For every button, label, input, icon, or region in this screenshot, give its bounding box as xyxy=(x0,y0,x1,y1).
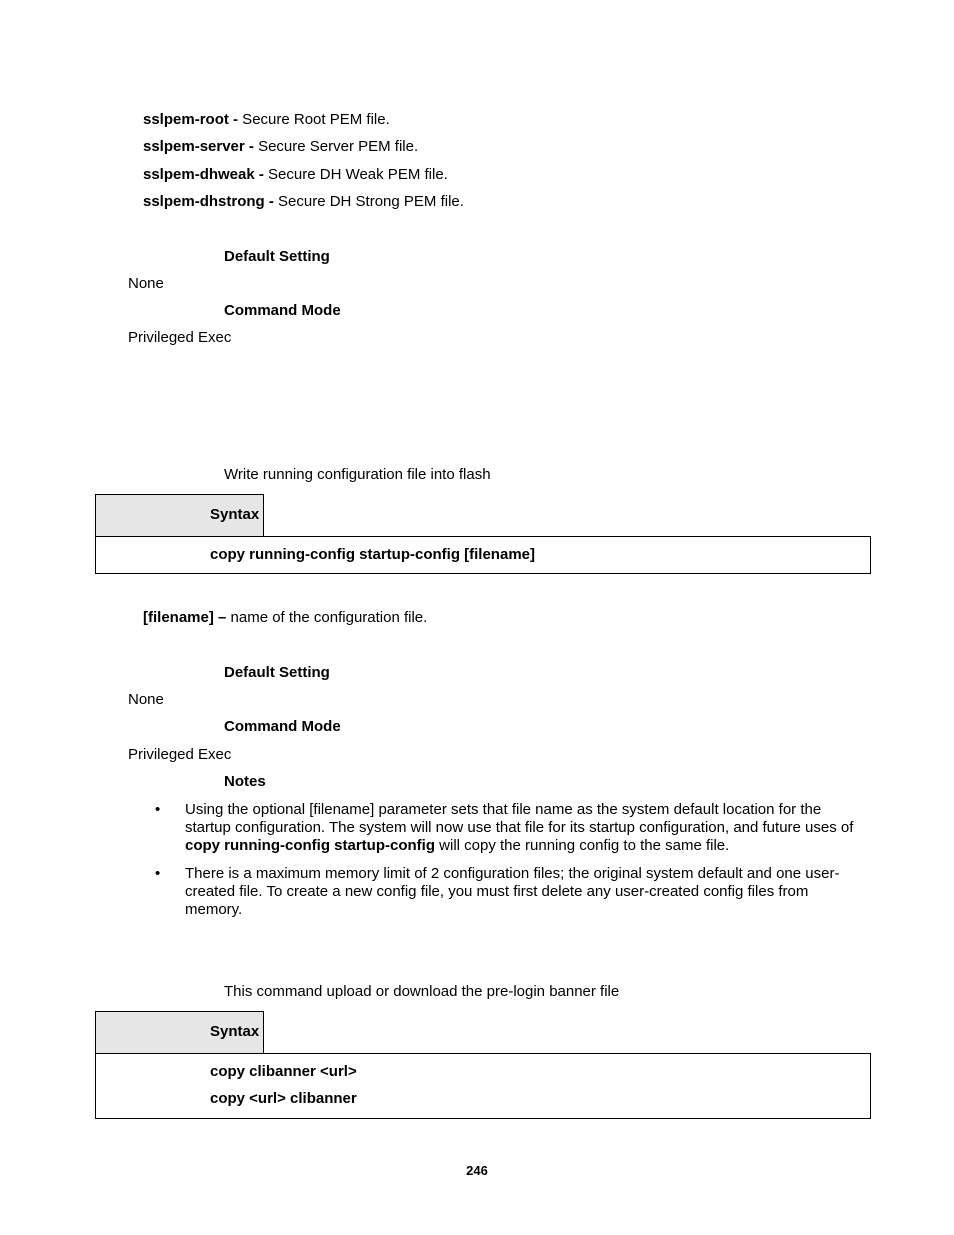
param-desc: Secure DH Strong PEM file. xyxy=(273,193,464,210)
note-text: Using the optional [filename] parameter sets that file name as the system default location for the startup configuration. The system will now use that file for its startup configuration, and future uses of xyxy=(185,801,854,836)
notes-list xyxy=(155,801,855,919)
syntax-command: copy running-config startup-config [filename] xyxy=(210,546,535,563)
default-setting-value: None xyxy=(128,275,164,292)
list-item xyxy=(155,801,855,855)
syntax-header xyxy=(95,1011,264,1053)
param-sslpem-dhstrong xyxy=(143,193,464,211)
syntax-command: copy <url> clibanner xyxy=(210,1090,357,1107)
param-desc: Secure Root PEM file. xyxy=(238,111,390,128)
param-sslpem-server xyxy=(143,138,418,156)
syntax-label: Syntax xyxy=(210,1023,260,1040)
param-filename xyxy=(143,609,427,627)
param-sslpem-dhweak xyxy=(143,166,448,184)
param-desc: name of the configuration file. xyxy=(226,609,428,626)
param-term: sslpem-dhweak - xyxy=(143,166,264,183)
page-number: 246 xyxy=(466,1163,488,1178)
syntax-box xyxy=(95,536,871,574)
param-term: [filename] – xyxy=(143,609,227,626)
command-mode-value: Privileged Exec xyxy=(128,746,232,763)
note-text: will copy the running config to the same file. xyxy=(434,837,730,854)
default-setting-heading: Default Setting xyxy=(224,248,330,265)
syntax-box xyxy=(95,1053,871,1119)
command-description: This command upload or download the pre-login banner file xyxy=(224,983,620,1000)
list-item xyxy=(155,865,855,919)
note-bold: copy running-config startup-config xyxy=(185,837,435,854)
bullet-icon: • xyxy=(155,801,161,818)
syntax-header xyxy=(95,494,264,536)
bullet-icon: • xyxy=(155,865,161,882)
param-desc: Secure Server PEM file. xyxy=(253,138,419,155)
default-setting-value: None xyxy=(128,691,164,708)
command-description: Write running configuration file into flash xyxy=(224,466,491,483)
syntax-label: Syntax xyxy=(210,506,260,523)
command-mode-heading: Command Mode xyxy=(224,302,341,319)
syntax-command: copy clibanner <url> xyxy=(210,1063,357,1080)
command-mode-heading: Command Mode xyxy=(224,718,341,735)
param-term: sslpem-dhstrong - xyxy=(143,193,274,210)
param-term: sslpem-server - xyxy=(143,138,254,155)
command-mode-value: Privileged Exec xyxy=(128,329,232,346)
param-term: sslpem-root - xyxy=(143,111,239,128)
notes-heading: Notes xyxy=(224,773,266,790)
note-text: There is a maximum memory limit of 2 configuration files; the original system default and one user-created file. To create a new config file, you must first delete any user-created config files from memory. xyxy=(185,865,840,918)
param-desc: Secure DH Weak PEM file. xyxy=(263,166,448,183)
default-setting-heading: Default Setting xyxy=(224,664,330,681)
param-sslpem-root xyxy=(143,111,390,129)
